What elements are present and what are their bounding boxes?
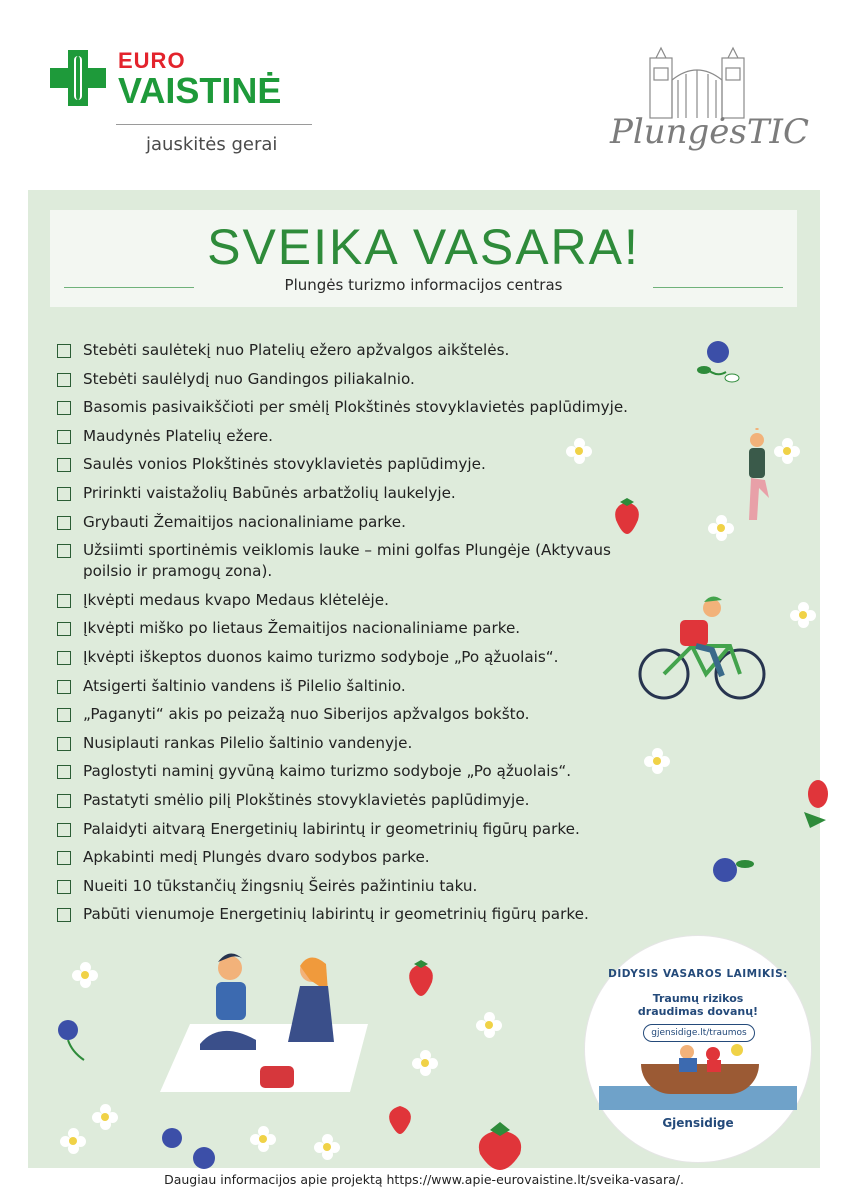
checklist-item bbox=[57, 819, 697, 840]
page-title: SVEIKA VASARA! bbox=[207, 219, 640, 275]
checklist-item bbox=[57, 483, 697, 504]
checklist-item bbox=[57, 761, 697, 782]
checkbox[interactable] bbox=[57, 458, 71, 472]
checkbox[interactable] bbox=[57, 344, 71, 358]
checkbox[interactable] bbox=[57, 908, 71, 922]
checkbox[interactable] bbox=[57, 794, 71, 808]
manor-gate-icon bbox=[604, 40, 804, 120]
checklist-item bbox=[57, 847, 697, 868]
blueberry-icon bbox=[50, 1016, 96, 1066]
checklist-item-label: Grybauti Žemaitijos nacionaliniame parke. bbox=[83, 512, 406, 531]
strawberry-plant-icon bbox=[804, 778, 828, 834]
flower-icon bbox=[566, 438, 592, 464]
promo-badge[interactable] bbox=[585, 936, 811, 1162]
checkbox[interactable] bbox=[57, 680, 71, 694]
strawberry-icon bbox=[610, 496, 644, 536]
checkbox[interactable] bbox=[57, 430, 71, 444]
checklist-item-label: Maudynės Platelių ežere. bbox=[83, 426, 273, 445]
checkbox[interactable] bbox=[57, 880, 71, 894]
checkbox[interactable] bbox=[57, 487, 71, 501]
checklist-item-label: Įkvėpti medaus kvapo Medaus klėtelėje. bbox=[83, 590, 389, 609]
flower-icon bbox=[774, 438, 800, 464]
flower-icon bbox=[60, 1128, 86, 1154]
checklist-item bbox=[57, 512, 697, 533]
flower-icon bbox=[72, 962, 98, 988]
checklist-item bbox=[57, 369, 697, 390]
checklist-item bbox=[57, 454, 697, 475]
logo-vaistine-text: VAISTINĖ bbox=[118, 70, 282, 111]
checklist-item-label: Pabūti vienumoje Energetinių labirintų ir geometrinių figūrų parke. bbox=[83, 905, 589, 924]
checklist-item-label: Paglostyti naminį gyvūną kaimo turizmo sodyboje „Po ąžuolais“. bbox=[83, 762, 572, 781]
checklist-item-label: Užsiimti sportinėmis veiklomis lauke – mini golfas Plungėje (Aktyvaus poilsio ir pramogų zona). bbox=[83, 541, 611, 581]
flower-icon bbox=[790, 602, 816, 628]
checklist-item bbox=[57, 647, 697, 668]
blueberry-icon bbox=[150, 1124, 222, 1170]
picnic-couple-icon bbox=[160, 950, 372, 1092]
checklist-item-label: Pririnkti vaistažolių Babūnės arbatžolių laukelyje. bbox=[83, 483, 456, 502]
badge-subtitle bbox=[585, 992, 811, 1018]
flower-icon bbox=[644, 748, 670, 774]
flower-icon bbox=[476, 1012, 502, 1038]
checklist-item-label: Palaidyti aitvarą Energetinių labirintų ir geometrinių figūrų parke. bbox=[83, 819, 580, 838]
checklist-item-label: „Paganyti“ akis po peizažą nuo Siberijos apžvalgos bokšto. bbox=[83, 705, 530, 724]
badge-brand: Gjensidige bbox=[662, 1116, 734, 1130]
flower-icon bbox=[708, 515, 734, 541]
checklist-item-label: Apkabinti medį Plungės dvaro sodybos parke. bbox=[83, 848, 430, 867]
logo-divider bbox=[116, 124, 312, 125]
flower-icon bbox=[412, 1050, 438, 1076]
checklist-item bbox=[57, 704, 697, 725]
subtitle-row bbox=[50, 276, 797, 298]
blueberry-icon bbox=[696, 338, 746, 388]
checklist-item-label: Nusiplauti rankas Pilelio šaltinio vandenyje. bbox=[83, 733, 413, 752]
activity-checklist bbox=[57, 340, 697, 933]
checklist-item bbox=[57, 618, 697, 639]
title-box bbox=[50, 210, 797, 307]
footer-note[interactable]: Daugiau informacijos apie projektą https://www.apie-eurovaistine.lt/sveika-vasara/. bbox=[164, 1172, 684, 1187]
badge-line-2: draudimas dovanų! bbox=[637, 1005, 759, 1018]
checklist-item-label: Įkvėpti iškeptos duonos kaimo turizmo sodyboje „Po ąžuolais“. bbox=[83, 647, 559, 666]
checklist-item-label: Pastatyti smėlio pilį Plokštinės stovyklavietės paplūdimyje. bbox=[83, 790, 530, 809]
checklist-item bbox=[57, 904, 697, 925]
checklist-item-label: Nueiti 10 tūkstančių žingsnių Šeirės pažintiniu taku. bbox=[83, 876, 478, 895]
checklist-item bbox=[57, 426, 697, 447]
flower-icon bbox=[92, 1104, 118, 1130]
checklist-item bbox=[57, 676, 697, 697]
cyclist-icon bbox=[636, 590, 770, 702]
checklist-item-label: Saulės vonios Plokštinės stovyklavietės paplūdimyje. bbox=[83, 455, 486, 474]
checklist-item-label: Stebėti saulėtekį nuo Platelių ežero apžvalgos aikštelės. bbox=[83, 341, 510, 359]
checklist-item bbox=[57, 733, 697, 754]
checkbox[interactable] bbox=[57, 401, 71, 415]
flower-icon bbox=[250, 1126, 276, 1152]
checkbox[interactable] bbox=[57, 516, 71, 530]
checkbox[interactable] bbox=[57, 622, 71, 636]
checkbox[interactable] bbox=[57, 708, 71, 722]
checklist-item-label: Stebėti saulėlydį nuo Gandingos piliakalnio. bbox=[83, 369, 415, 388]
checkbox[interactable] bbox=[57, 373, 71, 387]
checkbox[interactable] bbox=[57, 851, 71, 865]
badge-line-1: Traumų rizikos bbox=[652, 992, 744, 1005]
plunges-tic-logo bbox=[604, 40, 810, 155]
logo-tagline: jauskitės gerai bbox=[146, 134, 278, 155]
checklist-item bbox=[57, 876, 697, 897]
tic-logo-text: PlungėsTIC bbox=[610, 112, 810, 152]
checklist-item bbox=[57, 540, 617, 582]
checkbox[interactable] bbox=[57, 737, 71, 751]
blueberry-icon bbox=[703, 846, 757, 892]
pharmacy-cross-icon bbox=[50, 50, 106, 106]
checklist-item-label: Įkvėpti miško po lietaus Žemaitijos nacionaliniame parke. bbox=[83, 619, 521, 638]
family-fishing-icon bbox=[665, 1042, 745, 1072]
checkbox[interactable] bbox=[57, 765, 71, 779]
checklist-item bbox=[57, 340, 697, 361]
strawberry-icon bbox=[384, 1100, 416, 1136]
page-subtitle: Plungės turizmo informacijos centras bbox=[284, 276, 563, 294]
logo-euro-text: EURO bbox=[118, 48, 186, 73]
badge-url[interactable]: gjensidige.lt/traumos bbox=[643, 1024, 755, 1042]
eurovaistine-logo bbox=[50, 46, 312, 161]
checklist-item-label: Atsigerti šaltinio vandens iš Pilelio šaltinio. bbox=[83, 676, 406, 695]
checklist-item bbox=[57, 790, 697, 811]
checkbox[interactable] bbox=[57, 544, 71, 558]
checkbox[interactable] bbox=[57, 594, 71, 608]
checkbox[interactable] bbox=[57, 823, 71, 837]
checklist-item-label: Basomis pasivaikščioti per smėlį Plokštinės stovyklavietės paplūdimyje. bbox=[83, 398, 628, 417]
subtitle-divider-right bbox=[653, 287, 783, 288]
checkbox[interactable] bbox=[57, 651, 71, 665]
checklist-item bbox=[57, 590, 697, 611]
flower-icon bbox=[314, 1134, 340, 1160]
checklist-item bbox=[57, 397, 697, 418]
badge-title: DIDYSIS VASAROS LAIMIKIS: bbox=[608, 968, 788, 980]
strawberry-icon bbox=[404, 958, 438, 998]
strawberry-icon bbox=[470, 1118, 532, 1170]
